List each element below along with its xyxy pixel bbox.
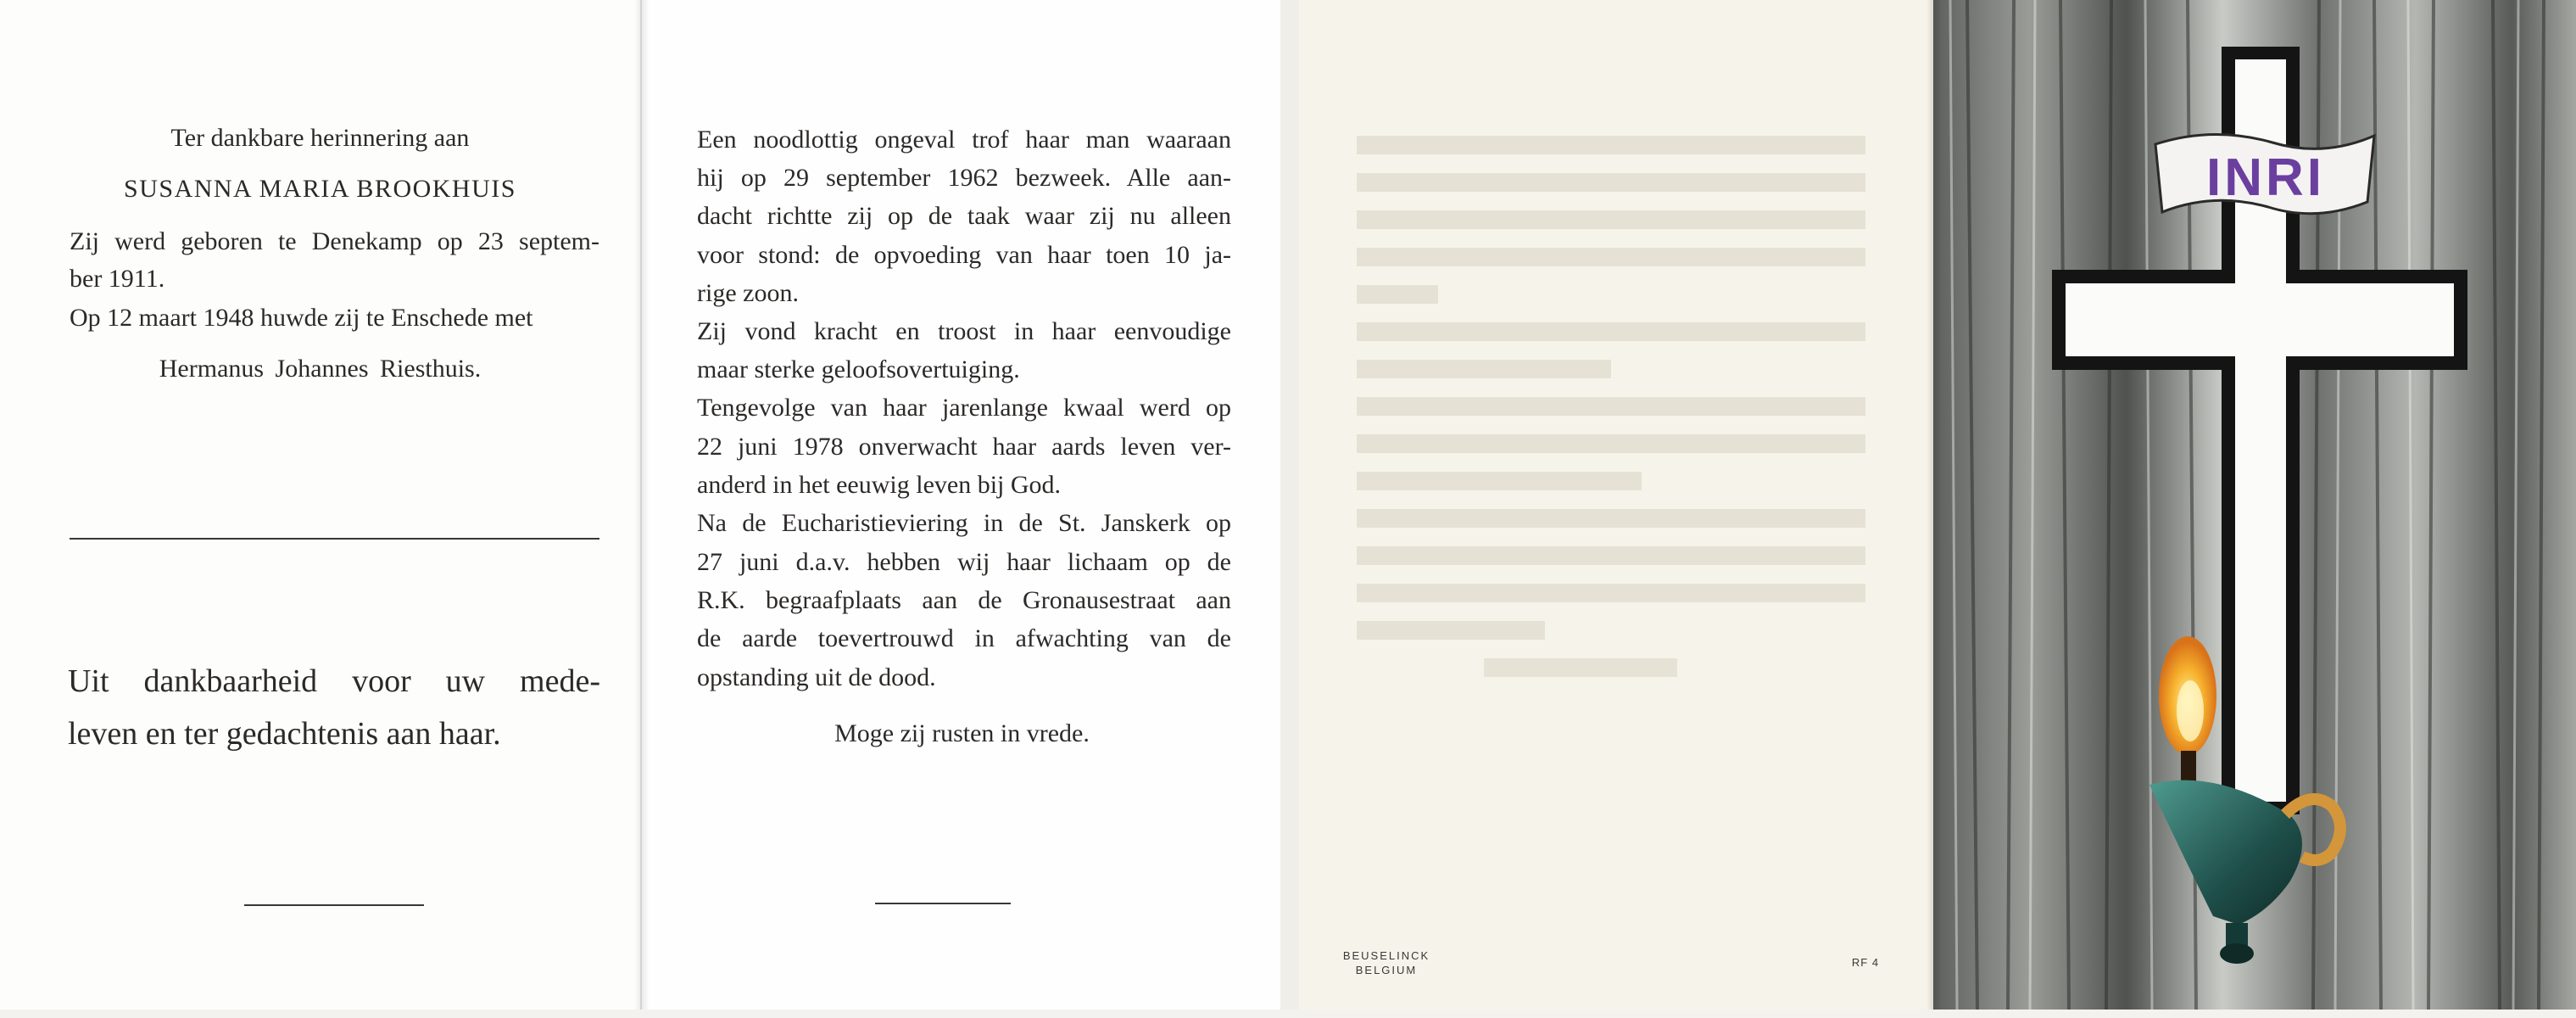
fold-shadow — [634, 0, 650, 1010]
text-line: rige zoon. — [697, 279, 799, 307]
marriage-line: Op 12 maart 1948 huwde zij te Enschede met — [70, 304, 533, 332]
deceased-name: SUSANNA MARIA BROOKHUIS — [124, 175, 516, 203]
card-code: RF 4 — [1851, 956, 1880, 969]
fold-shadow — [1926, 0, 1942, 1010]
text-line: 27 juni d.a.v. hebben wij haar lichaam op de — [697, 548, 1231, 576]
text-line: Een noodlottig ongeval trof haar man waaraan — [697, 126, 1231, 154]
divider-short — [244, 904, 424, 906]
divider-short — [875, 903, 1011, 904]
printer-name: BEUSELINCK — [1342, 949, 1430, 962]
inri-text: INRI — [2206, 148, 2325, 207]
text-line: Zij vond kracht en troost in haar eenvoudige — [697, 317, 1231, 345]
thanks-line-2: leven en ter gedachtenis aan haar. — [68, 716, 501, 752]
spouse-name: Hermanus Johannes Riesthuis. — [159, 355, 482, 383]
text-line: Na de Eucharistieviering in de St. Janskerk op — [697, 509, 1231, 537]
divider-long — [70, 538, 599, 540]
text-line: opstanding uit de dood. — [697, 663, 936, 691]
middle-inner-panel — [640, 0, 1280, 1010]
cover-panel — [1933, 0, 2576, 1010]
text-line: 22 juni 1978 onverwacht haar aards leven ver- — [697, 433, 1231, 461]
text-line: R.K. begraafplaats aan de Gronausestraat aan — [697, 586, 1231, 614]
printer-country: BELGIUM — [1355, 964, 1418, 976]
inri-banner — [2155, 134, 2374, 213]
birth-line-2: ber 1911. — [70, 265, 165, 293]
printer-imprint — [1331, 948, 1441, 977]
text-line: voor stond: de opvoeding van haar toen 10 ja- — [697, 241, 1231, 269]
cover-illustration — [1933, 0, 2576, 1010]
closing-prayer: Moge zij rusten in vrede. — [834, 719, 1090, 747]
show-through-texture — [1357, 127, 1865, 687]
text-line: anderd in het eeuwig leven bij God. — [697, 471, 1062, 499]
thanks-line-1: Uit dankbaarheid voor uw mede- — [68, 663, 600, 699]
text-line: dacht richtte zij op de taak waar zij nu alleen — [697, 202, 1231, 230]
text-line: de aarde toevertrouwd in afwachting van de — [697, 624, 1231, 652]
left-inner-panel — [0, 0, 640, 1010]
text-line: Tengevolge van haar jarenlange kwaal werd op — [697, 394, 1231, 422]
intro-line: Ter dankbare herinnering aan — [170, 124, 470, 152]
text-line: hij op 29 september 1962 bezweek. Alle aan- — [697, 164, 1231, 192]
text-line: maar sterke geloofsovertuiging. — [697, 355, 1020, 383]
card-gap — [1280, 0, 1299, 1010]
birth-line-1: Zij werd geboren te Denekamp op 23 septem- — [70, 227, 599, 255]
back-panel — [1297, 0, 1933, 1010]
